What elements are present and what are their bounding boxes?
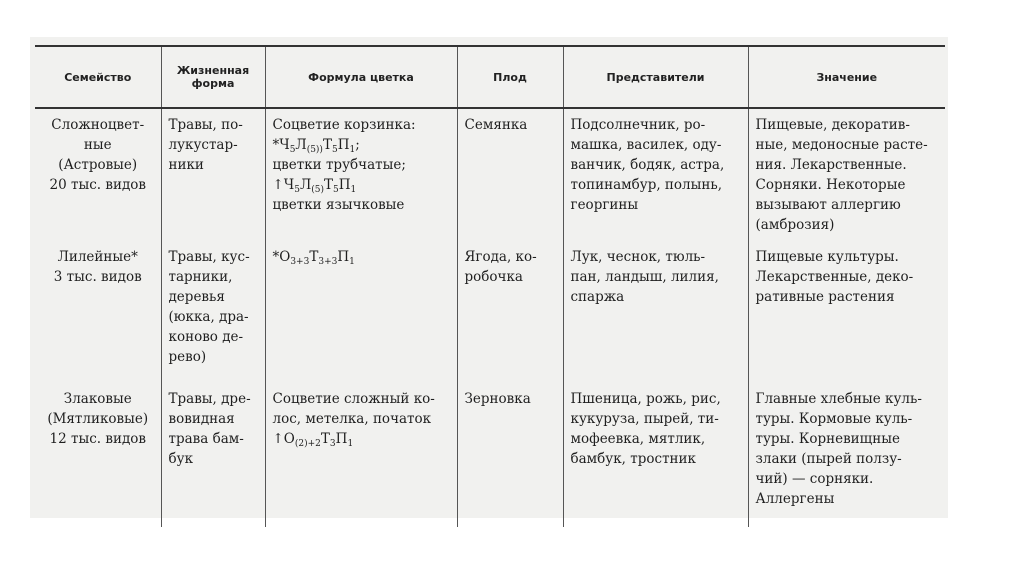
- plant-families-table: [35, 45, 945, 527]
- text-line: Сорняки. Некоторые: [755, 177, 906, 193]
- significance-cell: [748, 108, 945, 243]
- text-line: туры. Кормовые куль-: [755, 411, 913, 427]
- formula-cell: [265, 108, 457, 243]
- fruit-cell: [457, 385, 563, 527]
- text-line: бук: [168, 451, 194, 467]
- header-fruit: Плод: [457, 46, 563, 108]
- text-line: ванчик, бодяк, астра,: [570, 157, 725, 173]
- representatives-cell: [563, 108, 748, 243]
- header-row: [35, 46, 945, 108]
- flower-formula: $*О_{3+3}Т_{3+3}П_1$: [272, 249, 355, 267]
- text-line: мофеевка, мятлик,: [570, 431, 706, 447]
- text-line: 20 тыс. видов: [49, 177, 146, 193]
- text-line: Пищевые, декоратив-: [755, 117, 910, 133]
- text-line: кукуруза, пырей, ти-: [570, 411, 719, 427]
- life-form-cell: [161, 385, 265, 527]
- header-formula: Формула цветка: [265, 46, 457, 108]
- text-line: чий) — сорняки.: [755, 471, 874, 487]
- text-line: спаржа: [570, 289, 625, 305]
- text-line: Сложноцвет-: [51, 117, 145, 133]
- text-line: Лекарственные, деко-: [755, 269, 914, 285]
- table-row: [35, 385, 945, 527]
- text-line: Ягода, ко-: [464, 249, 537, 265]
- formula-cell: [265, 243, 457, 385]
- header-representatives: Представители: [563, 46, 748, 108]
- text-line: цветки трубчатые;: [272, 157, 406, 173]
- text-line: Травы, кус-: [168, 249, 250, 265]
- table-row: [35, 243, 945, 385]
- text-line: деревья: [168, 289, 225, 305]
- text-line: Лилейные*: [57, 249, 138, 265]
- text-line: туры. Корневищные: [755, 431, 900, 447]
- text-line: Семянка: [464, 117, 528, 133]
- header-family: Семейство: [35, 46, 161, 108]
- formula-cell: [265, 385, 457, 527]
- significance-cell: [748, 385, 945, 527]
- text-line: ные: [83, 137, 112, 153]
- text-line: Главные хлебные куль-: [755, 391, 922, 407]
- text-line: вовидная: [168, 411, 235, 427]
- text-line: георгины: [570, 197, 639, 213]
- text-line: робочка: [464, 269, 523, 285]
- text-line: Пшеница, рожь, рис,: [570, 391, 721, 407]
- significance-cell: [748, 243, 945, 385]
- representatives-cell: [563, 243, 748, 385]
- flower-formula: $↑Ч_5Л_{(5)}Т_5П_1$: [272, 177, 357, 195]
- fruit-cell: [457, 108, 563, 243]
- text-line: ния. Лекарственные.: [755, 157, 907, 173]
- text-line: Злаковые: [63, 391, 132, 407]
- text-line: ные, медоносные расте-: [755, 137, 928, 153]
- text-line: 3 тыс. видов: [53, 269, 142, 285]
- representatives-cell: [563, 385, 748, 527]
- text-line: Аллергены: [755, 491, 835, 507]
- text-line: Подсолнечник, ро-: [570, 117, 706, 133]
- text-line: Травы, по-: [168, 117, 243, 133]
- header-significance: Значение: [748, 46, 945, 108]
- table-row: [35, 108, 945, 243]
- flower-formula: $*Ч_5Л_{(5))}Т_5П_1$;: [272, 137, 360, 155]
- text-line: трава бам-: [168, 431, 244, 447]
- text-line: ники: [168, 157, 204, 173]
- text-line: тарники,: [168, 269, 233, 285]
- family-cell: [35, 243, 161, 385]
- text-line: 12 тыс. видов: [49, 431, 146, 447]
- text-line: (амброзия): [755, 217, 835, 233]
- fruit-cell: [457, 243, 563, 385]
- text-line: рево): [168, 349, 207, 365]
- text-line: Зерновка: [464, 391, 531, 407]
- text-line: лукустар-: [168, 137, 238, 153]
- life-form-cell: [161, 243, 265, 385]
- text-line: цветки язычковые: [272, 197, 405, 213]
- text-line: бамбук, тростник: [570, 451, 696, 467]
- family-cell: [35, 385, 161, 527]
- text-line: Соцветие сложный ко-: [272, 391, 435, 407]
- text-line: коново де-: [168, 329, 244, 345]
- header-life-form: [161, 46, 265, 108]
- text-line: (юкка, дра-: [168, 309, 249, 325]
- text-line: Пищевые культуры.: [755, 249, 899, 265]
- text-line: машка, василек, оду-: [570, 137, 722, 153]
- text-line: вызывают аллергию: [755, 197, 901, 213]
- text-line: злаки (пырей ползу-: [755, 451, 902, 467]
- text-line: Травы, дре-: [168, 391, 251, 407]
- flower-formula: $↑О_{(2)+2}Т_3П_1$: [272, 431, 354, 449]
- text-line: Лук, чеснок, тюль-: [570, 249, 706, 265]
- text-line: (Мятликовые): [47, 411, 149, 427]
- text-line: лос, метелка, початок: [272, 411, 432, 427]
- text-line: пан, ландыш, лилия,: [570, 269, 719, 285]
- family-cell: [35, 108, 161, 243]
- text-line: ративные растения: [755, 289, 895, 305]
- life-form-cell: [161, 108, 265, 243]
- text-line: (Астровые): [58, 157, 138, 173]
- header-life-form-l1: Жизненная форма: [176, 64, 250, 90]
- text-line: топинамбур, полынь,: [570, 177, 723, 193]
- text-line: Соцветие корзинка:: [272, 117, 416, 133]
